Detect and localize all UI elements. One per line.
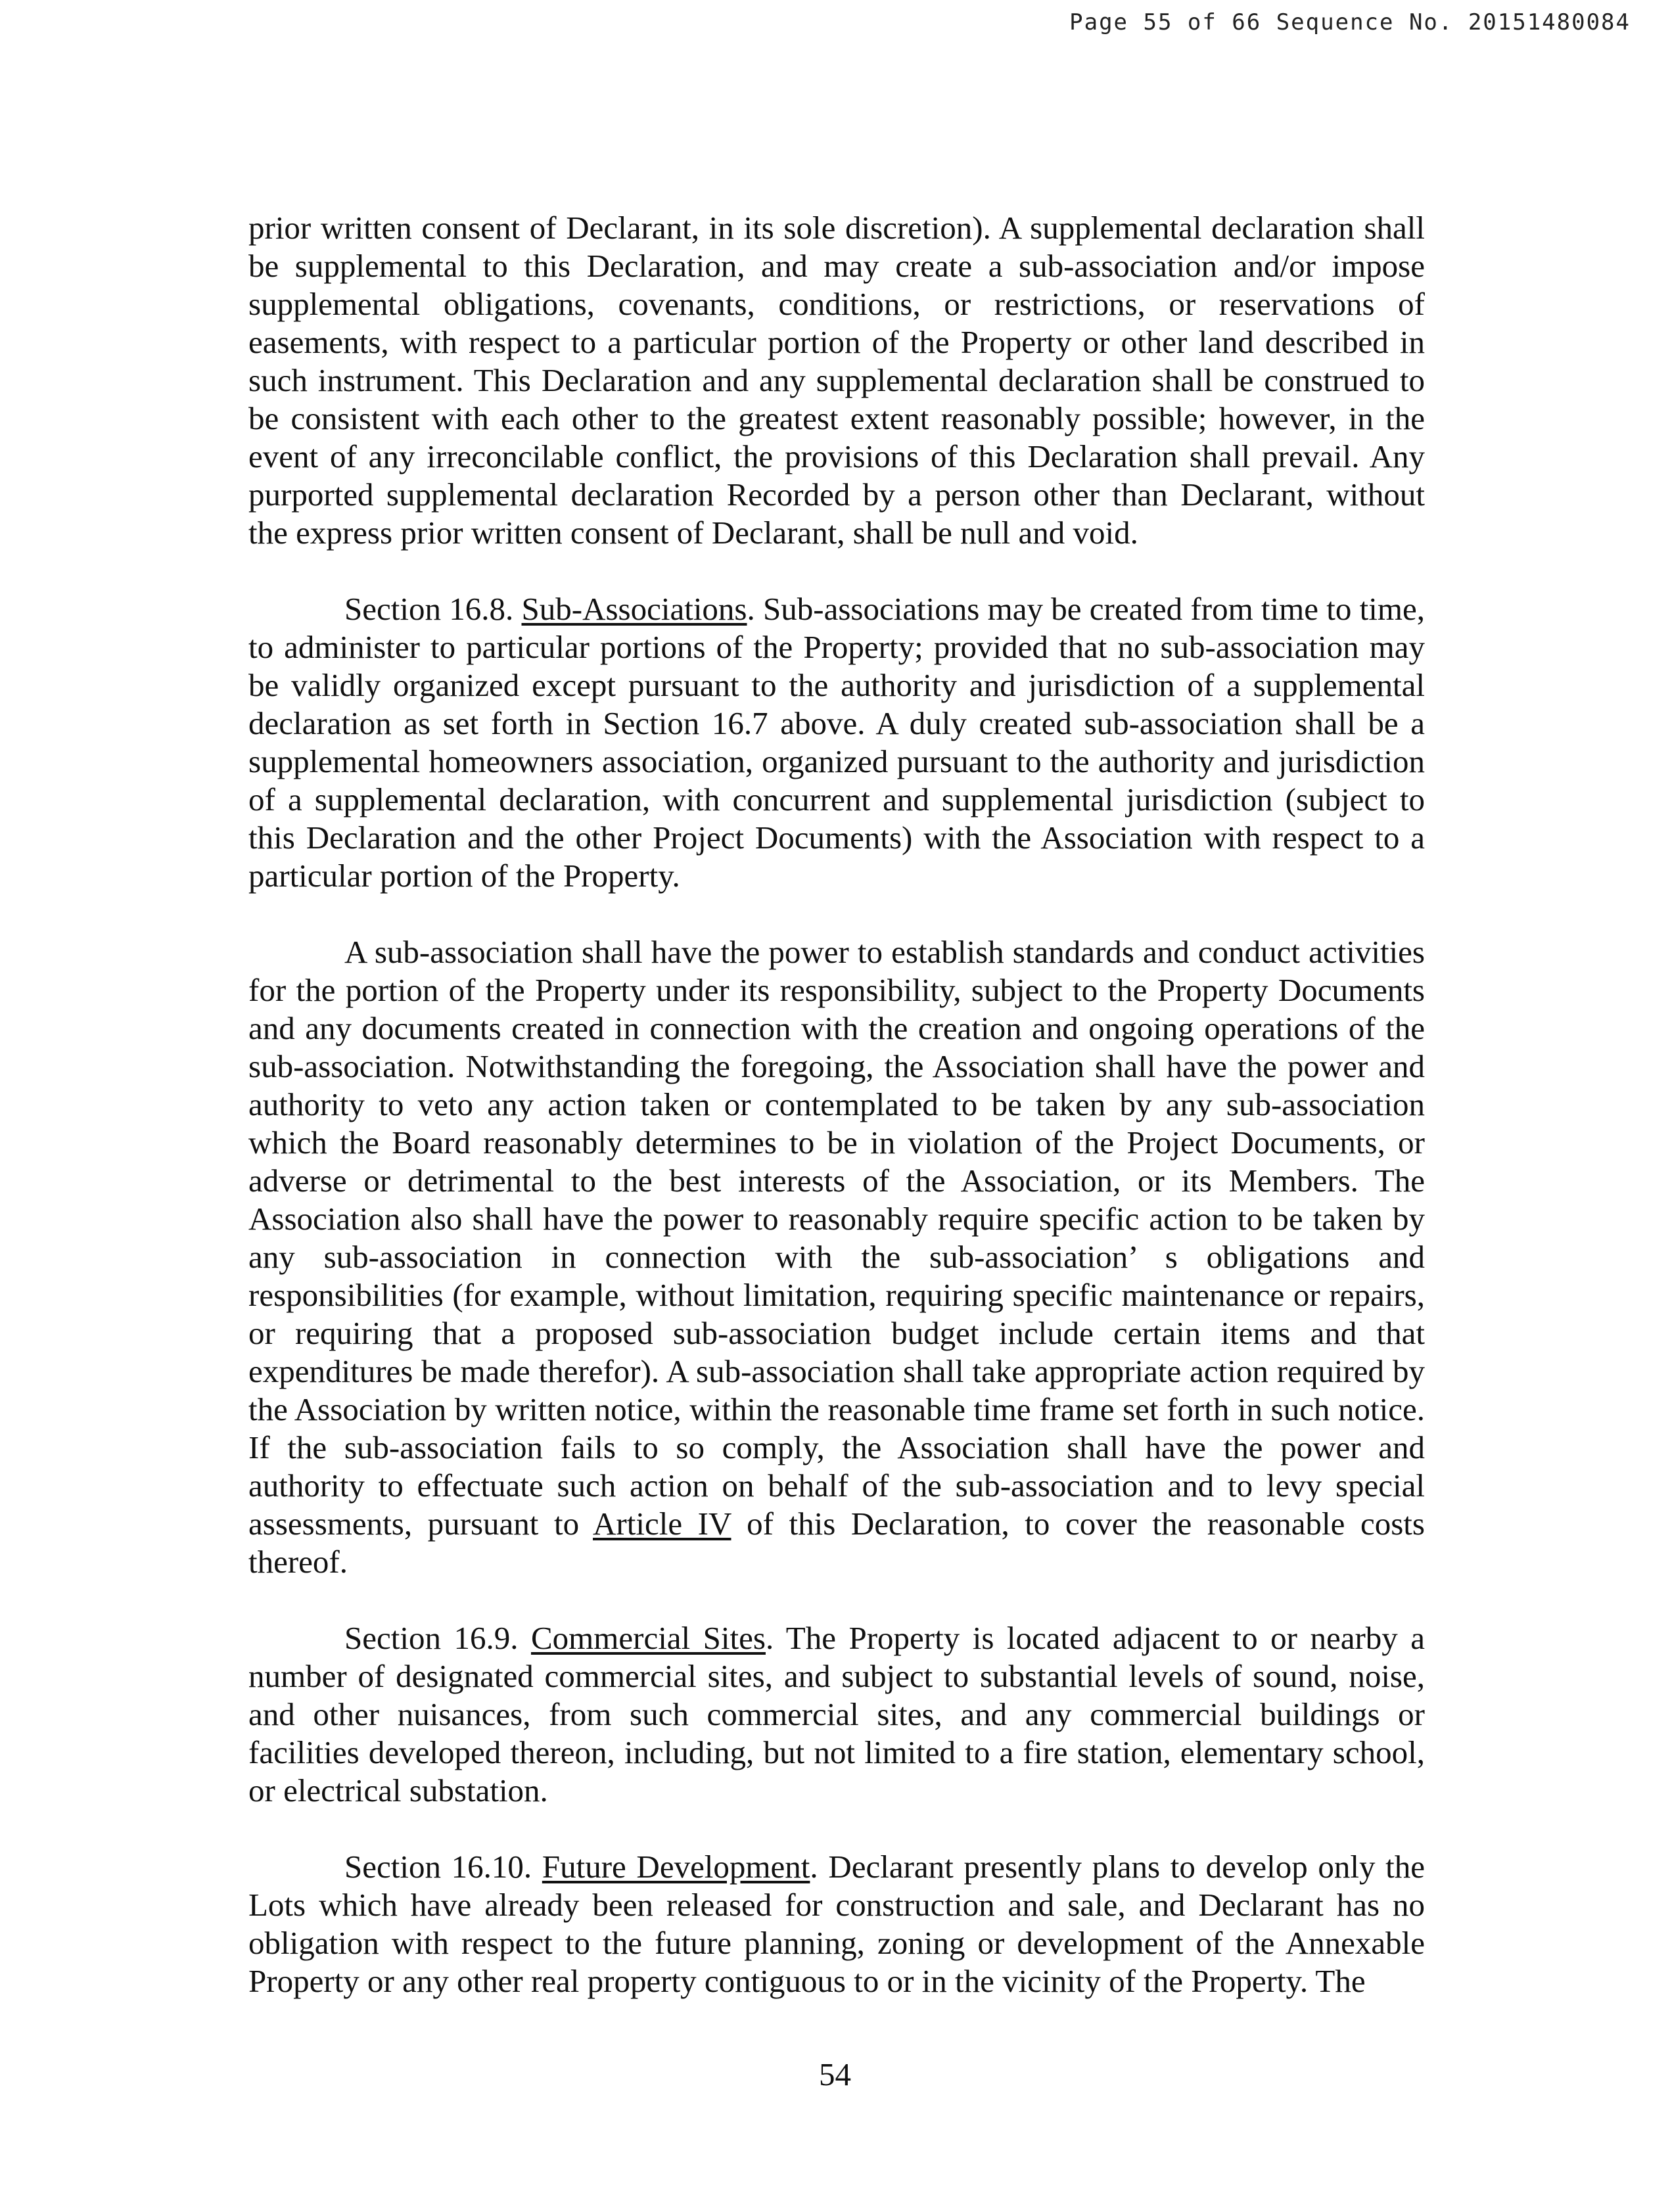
- paragraph-sub-association-powers-text: A sub-association shall have the power to establish standards and conduct activities for the portion of the Property under its responsibility, subject to the Property Documents and any documents created in connection with the creation and ongoing operations of the sub-association. Notwithstanding the foregoing, the Association shall have the power and authority to veto any action taken or contemplated to be taken by any sub-association which the Board reasonably determines to be in violation of the Project Documents, or adverse or detrimental to the best interests of the Association, or its Members. The Association also shall have the power to reasonably require specific action to be taken by any sub-association in connection with the sub-association’ s obligations and responsibilities (for example, without limitation, requiring specific maintenance or repairs, or requiring that a proposed sub-association budget include certain items and that expenditures be made therefor). A sub-association shall take appropriate action required by the Association by written notice, within the reasonable time frame set forth in such notice. If the sub-association fails to so comply, the Association shall have the power and authority to effectuate such action on behalf of the sub-association and to levy special assessments, pursuant to: [248, 934, 1425, 1542]
- section-16-8: [248, 590, 1425, 895]
- section-16-9-body: . The Property is located adjacent to or nearby a number of designated commercial sites, and subject to substantial levels of sound, noise, and other nuisances, from such commercial sites, and any commercial buildings or facilities developed thereon, including, but not limited to a fire station, elementary school, or electrical substation.: [248, 1620, 1426, 1809]
- paragraph-supplemental-declaration: prior written consent of Declarant, in its sole discretion). A supplemental declaration shall be supplemental to this Declaration, and may create a sub-association and/or impose supplemental obligations, covenants, conditions, or restrictions, or reservations of easements, with respect to a particular portion of the Property or other land described in such instrument. This Declaration and any supplemental declaration shall be construed to be consistent with each other to the greatest extent reasonably possible; however, in the event of any irreconcilable conflict, the provisions of this Declaration shall prevail. Any purported supplemental declaration Recorded by a person other than Declarant, without the express prior written consent of Declarant, shall be null and void.: [248, 210, 1425, 551]
- section-16-9-number: Section 16.9.: [344, 1620, 519, 1656]
- article-iv-reference: Article IV: [593, 1506, 731, 1542]
- section-16-10-number: Section 16.10.: [344, 1849, 532, 1885]
- document-body: [248, 209, 1425, 2039]
- section-16-9-title: Commercial Sites: [530, 1620, 766, 1656]
- page-sequence-header: Page 55 of 66 Sequence No. 20151480084: [1069, 9, 1631, 35]
- paragraph-sub-association-powers: [248, 933, 1425, 1581]
- section-16-10-body: . Declarant presently plans to develop only the Lots which have already been released for construction and sale, and Declarant has no obligation with respect to the future planning, zoning or development of the Annexable Property or any other real property contiguous to or in the vicinity of the Property. The: [248, 1849, 1426, 1999]
- section-16-8-body: . Sub-associations may be created from time to time, to administer to particular portions of the Property; provided that no sub-association may be validly organized except pursuant to the authority and jurisdiction of a supplemental declaration as set forth in Section 16.7 above. A duly created sub-association shall be a supplemental homeowners association, organized pursuant to the authority and jurisdiction of a supplemental declaration, with concurrent and supplemental jurisdiction (subject to this Declaration and the other Project Documents) with the Association with respect to a particular portion of the Property.: [248, 591, 1425, 894]
- section-16-8-title: Sub-Associations: [521, 591, 747, 627]
- section-16-10: [248, 1848, 1425, 2000]
- section-16-8-number: Section 16.8.: [344, 591, 514, 627]
- paragraph-sub-association-powers-end: of this Declaration, to cover the reasonable costs thereof.: [248, 1506, 1425, 1580]
- section-16-10-title: Future Development: [542, 1849, 810, 1885]
- page-number: 54: [819, 2056, 851, 2092]
- section-16-9: [248, 1619, 1425, 1810]
